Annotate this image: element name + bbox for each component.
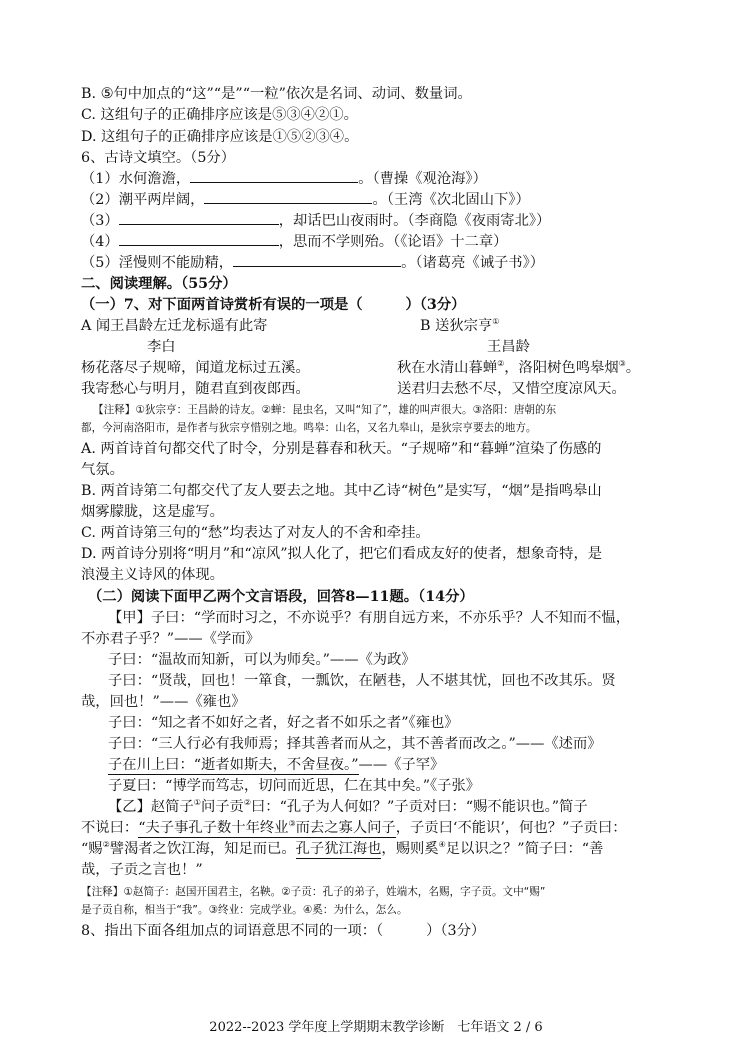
fill-blank-3: （3） ，却话巴山夜雨时。（李商隐《夜雨寄北》） — [81, 213, 551, 229]
option-d: D. 这组句子的正确排序应该是①⑤②③④。 — [81, 129, 359, 145]
question-7: （一）7、对下面两首诗赏析有误的一项是（ ）（3分） — [81, 297, 466, 313]
fill-blank-1: （1）水何澹澹， 。（曹操《观沧海》） — [81, 171, 487, 187]
answer-blank — [190, 169, 358, 183]
option-7a-line-2: 气氛。 — [81, 462, 124, 478]
annotation-7-line-2: 都，今河南洛阳市，是作者与狄宗亨惜别之地。鸣皋：山名，又名九皋山，是狄宗亨要去的地方。 — [81, 422, 537, 434]
jia-line-6: 子曰：“知之者不如好之者，好之者不如乐之者”《雍也》 — [108, 715, 459, 731]
jia-line-2: 不亦君子乎？”——《学而》 — [81, 631, 260, 647]
section-2-heading: 二、阅读理解。（55分） — [81, 276, 237, 292]
underlined-sentence: “夫子事孔子数十年终业③而去之寡人问子 — [138, 819, 396, 836]
jia-line-8: 子在川上曰：“逝者如斯夫，不舍昼夜。”——《子罕》 — [108, 757, 445, 773]
jia-line-7: 子曰：“三人行必有我师焉；择其善者而从之，其不善者而改之。”——《述而》 — [108, 736, 602, 752]
annotation-8-line-2: 是子贡自称，相当于“我”。③终业：完成学业。④奚：为什么，怎么。 — [81, 904, 408, 916]
poem-b-line-1: 秋在水清山暮蝉②，洛阳树色鸣皋烟③。 — [397, 359, 641, 376]
question-8-11-heading: （二）阅读下面甲乙两个文言语段，回答8—11题。（14分） — [88, 589, 474, 605]
poem-a-author: 李白 — [147, 339, 176, 355]
option-7a-line-1: A. 两首诗首句都交代了时令，分别是暮春和秋天。“子规啼”和“暮蝉”渲染了伤感的 — [81, 441, 602, 457]
annotation-7-line-1: 【注释】①狄宗亨：王昌龄的诗友。②蝉：昆虫名，又叫“知了”，雄的叫声很大。③洛阳：唐朝的东 — [93, 404, 557, 416]
jia-line-1: 【甲】子曰：“学而时习之，不亦说乎？有朋自远方来，不亦乐乎？人不知而不愠， — [108, 610, 630, 626]
option-7d-line-2: 浪漫主义诗风的体现。 — [81, 567, 224, 583]
poem-b-title: B 送狄宗亨① — [420, 317, 500, 334]
underlined-sentence: 子在川上曰：“逝者如斯夫，不舍昼夜。” — [108, 757, 359, 773]
fill-blank-2: （2）潮平两岸阔， 。（王湾《次北固山下》） — [81, 192, 530, 208]
answer-blank — [204, 190, 372, 204]
yi-line-2: 不说曰：“夫子事孔子数十年终业③而去之寡人问子，子贡曰‘不能识’，何也？”子贡曰： — [81, 819, 627, 836]
jia-line-4: 子曰：“贤哉，回也！一箪食，一瓢饮，在陋巷，人不堪其忧，回也不改其乐。贤 — [108, 673, 616, 689]
answer-blank — [119, 232, 279, 246]
option-7b-line-1: B. 两首诗第二句都交代了友人要去之地。其中乙诗“树色”是实写，“烟”是指鸣皋山 — [81, 483, 602, 499]
answer-blank — [119, 211, 279, 225]
yi-line-3: “赐②譬渴者之饮江海，知足而已。孔子犹江海也，赐则奚④足以识之？”简子曰：“善 — [81, 840, 604, 857]
option-7c: C. 两首诗第三句的“愁”均表达了对友人的不舍和牵挂。 — [81, 525, 430, 541]
poem-a-title: A 闻王昌龄左迁龙标遥有此寄 — [81, 318, 268, 334]
option-7b-line-2: 烟雾朦胧，这是虚写。 — [81, 504, 224, 520]
annotation-8-line-1: 【注释】①赵简子：赵国开国君主，名鞅。②子贡：孔子的弟子，姓端木，名赐，字子贡。文中“赐” — [81, 886, 546, 898]
option-b: B. ⑤句中加点的“这”“是”“一粒”依次是名词、动词、数量词。 — [81, 86, 472, 102]
answer-blank — [233, 253, 401, 267]
yi-line-1: 【乙】赵简子①问子贡②曰：“孔子为人何如？”子贡对曰：“赐不能识也。”简子 — [108, 798, 588, 815]
question-8: 8、指出下面各组加点的词语意思不同的一项：（ ）（3分） — [81, 923, 486, 939]
fill-blank-5: （5）淫慢则不能励精， 。（诸葛亮《诫子书》） — [81, 255, 545, 271]
poem-a-line-1: 杨花落尽子规啼，闻道龙标过五溪。 — [81, 360, 310, 376]
poem-b-line-2: 送君归去愁不尽，又惜空度凉风天。 — [397, 381, 626, 397]
poem-a-line-2: 我寄愁心与明月，随君直到夜郎西。 — [81, 381, 310, 397]
underlined-sentence: 孔子犹江海也 — [295, 841, 382, 857]
option-c: C. 这组句子的正确排序应该是⑤③④②①。 — [81, 107, 358, 123]
page-footer: 2022--2023 学年度上学期期末教学诊断 七年语文 2 / 6 — [209, 1020, 543, 1035]
fill-blank-4: （4） ，思而不学则殆。（《论语》十二章） — [81, 234, 508, 250]
jia-line-5: 哉，回也！”——《雍也》 — [81, 694, 246, 710]
jia-line-3: 子曰：“温故而知新，可以为师矣。”——《为政》 — [108, 652, 416, 668]
question-6: 6、古诗文填空。（5分） — [81, 150, 236, 166]
jia-line-9: 子夏曰：“博学而笃志，切问而近思，仁在其中矣。”《子张》 — [108, 778, 481, 794]
poem-b-author: 王昌龄 — [487, 339, 530, 355]
yi-line-4: 哉，子贡之言也！” — [81, 862, 203, 878]
option-7d-line-1: D. 两首诗分别将“明月”和“凉风”拟人化了，把它们看成友好的使者，想象奇特，是 — [81, 546, 603, 562]
